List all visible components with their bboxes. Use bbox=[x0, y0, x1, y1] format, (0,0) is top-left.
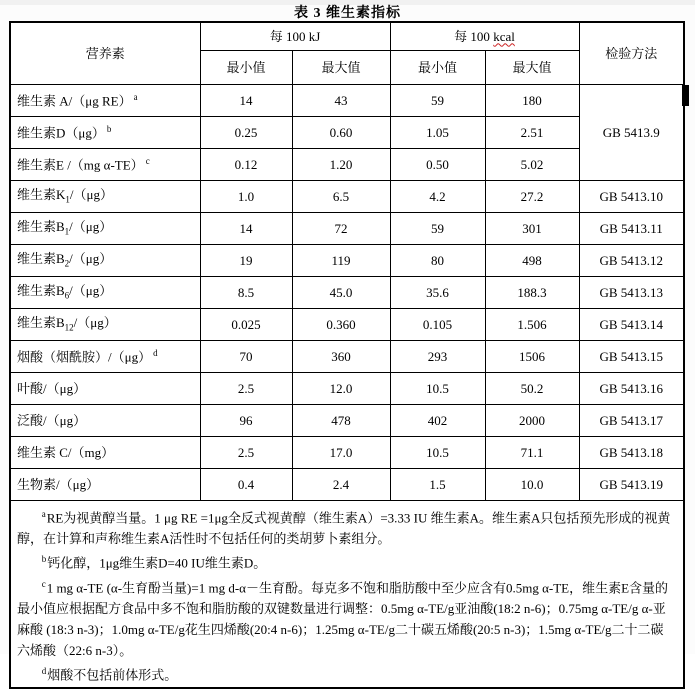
value-cell-kj-min: 19 bbox=[200, 245, 292, 277]
footnote-marker: a bbox=[133, 92, 138, 103]
nutrient-label-cell bbox=[10, 181, 200, 213]
footnote-marker: d bbox=[41, 665, 47, 676]
value-cell-kj-min: 1.0 bbox=[200, 181, 292, 213]
nutrient-name: 烟酸（烟酰胺）/（μg） bbox=[17, 349, 152, 365]
value-cell-kj-min: 2.5 bbox=[200, 437, 292, 469]
footnote-text: RE为视黄醇当量。1 μg RE =1μg全反式视黄醇（维生素A）=3.33 IU 维生素A。维生素A只包括预先形成的视黄醇，在计算和声称维生素A活性时不包括任何的类胡萝卜素组分。 bbox=[17, 510, 671, 547]
value-cell-kcal-min: 293 bbox=[390, 341, 485, 373]
nutrient-label-cell bbox=[10, 245, 200, 277]
method-cell: GB 5413.14 bbox=[579, 309, 684, 341]
nutrient-name-unit: /（μg） bbox=[73, 315, 117, 331]
table-row bbox=[10, 277, 684, 309]
header-kj-min: 最小值 bbox=[200, 51, 292, 85]
nutrient-subscript: 1 bbox=[64, 226, 70, 237]
value-cell-kcal-min: 35.6 bbox=[390, 277, 485, 309]
table-row bbox=[10, 437, 684, 469]
value-cell-kcal-max: 188.3 bbox=[485, 277, 579, 309]
value-cell-kcal-min: 10.5 bbox=[390, 373, 485, 405]
value-cell-kcal-max: 50.2 bbox=[485, 373, 579, 405]
footnotes-row bbox=[10, 501, 684, 689]
table-title: 表 3 维生素指标 bbox=[294, 6, 401, 21]
nutrient-label-cell bbox=[10, 277, 200, 309]
nutrient-label-cell bbox=[10, 213, 200, 245]
value-cell-kj-min: 0.12 bbox=[200, 149, 292, 181]
nutrient-name: 维生素B bbox=[17, 251, 65, 267]
value-cell-kj-max: 12.0 bbox=[292, 373, 390, 405]
value-cell-kcal-max: 2000 bbox=[485, 405, 579, 437]
nutrient-name: 泛酸/（μg） bbox=[17, 412, 87, 428]
footnote bbox=[17, 661, 675, 685]
nutrient-subscript: 1 bbox=[65, 194, 70, 205]
value-cell-kj-max: 43 bbox=[292, 85, 390, 117]
value-cell-kcal-min: 80 bbox=[390, 245, 485, 277]
nutrient-name-unit: /（μg） bbox=[69, 251, 113, 267]
method-cell: GB 5413.19 bbox=[579, 469, 684, 501]
nutrient-label-cell bbox=[10, 117, 200, 149]
value-cell-kj-min: 0.25 bbox=[200, 117, 292, 149]
footnote-marker: a bbox=[41, 509, 46, 519]
nutrient-label-cell bbox=[10, 373, 200, 405]
nutrient-label-cell bbox=[10, 149, 200, 181]
value-cell-kcal-min: 1.5 bbox=[390, 469, 485, 501]
footnote-text: 1 mg α-TE (α-生育酚当量)=1 mg d-α－生育酚。每克多不饱和脂肪酸中至少应含有0.5mg α-TE，维生素E含量的最小值应根据配方食品中多不饱和脂肪酸的双键数量进行调整：0.5mg α-TE/g亚油酸(18:2 n-6)；0.75mg α-TE/g α-亚麻酸 (18:3 n-3)；1.0mg α-TE/g花生四烯酸(20:4 n-6)；1.25mg α-TE/g二十碳五烯酸(20:5 n-3)；1.5mg α-TE/g二十二碳六烯酸（22:6 n-3）。 bbox=[17, 579, 669, 658]
nutrient-label-cell bbox=[10, 85, 200, 117]
method-cell: GB 5413.9 bbox=[579, 85, 684, 181]
header-per-100kcal bbox=[390, 22, 579, 51]
header-kj-max: 最大值 bbox=[292, 51, 390, 85]
nutrient-name: 维生素K bbox=[17, 187, 66, 203]
table-row bbox=[10, 181, 684, 213]
header-nutrient: 营养素 bbox=[10, 22, 200, 85]
nutrient-name: 维生素 A/（μg RE） bbox=[17, 93, 132, 109]
nutrient-label-cell bbox=[10, 437, 200, 469]
value-cell-kcal-max: 1506 bbox=[485, 341, 579, 373]
value-cell-kcal-max: 301 bbox=[485, 213, 579, 245]
footnote-marker: d bbox=[153, 348, 158, 359]
footnote-marker: b bbox=[41, 554, 47, 565]
value-cell-kj-max: 478 bbox=[292, 405, 390, 437]
value-cell-kj-min: 8.5 bbox=[200, 277, 292, 309]
header-kcal-max: 最大值 bbox=[485, 51, 579, 85]
nutrient-name: 维生素B bbox=[17, 315, 65, 331]
value-cell-kj-min: 0.025 bbox=[200, 309, 292, 341]
nutrient-label-cell bbox=[10, 309, 200, 341]
header-row-1 bbox=[10, 22, 684, 51]
footnote bbox=[17, 549, 675, 573]
value-cell-kcal-max: 2.51 bbox=[485, 117, 579, 149]
nutrient-subscript: 6 bbox=[64, 290, 70, 301]
value-cell-kj-max: 1.20 bbox=[292, 149, 390, 181]
method-cell: GB 5413.16 bbox=[579, 373, 684, 405]
value-cell-kj-max: 360 bbox=[292, 341, 390, 373]
value-cell-kcal-max: 1.506 bbox=[485, 309, 579, 341]
value-cell-kj-min: 96 bbox=[200, 405, 292, 437]
footnotes-cell bbox=[10, 501, 684, 689]
value-cell-kcal-min: 4.2 bbox=[390, 181, 485, 213]
value-cell-kcal-min: 59 bbox=[390, 85, 485, 117]
footnote-text: 钙化醇，1μg维生素D=40 IU维生素D。 bbox=[47, 555, 267, 571]
footnote-marker: c bbox=[41, 578, 46, 589]
value-cell-kcal-max: 5.02 bbox=[485, 149, 579, 181]
nutrient-name-unit: /（μg） bbox=[69, 219, 113, 235]
table-row bbox=[10, 469, 684, 501]
value-cell-kj-min: 2.5 bbox=[200, 373, 292, 405]
nutrient-name: 维生素B bbox=[17, 283, 65, 299]
kcal-spellcheck-underline: kcal bbox=[493, 28, 515, 44]
method-cell: GB 5413.10 bbox=[579, 181, 684, 213]
nutrient-name: 维生素 C/（mg） bbox=[17, 444, 115, 460]
value-cell-kj-max: 72 bbox=[292, 213, 390, 245]
nutrient-name: 维生素B bbox=[17, 219, 65, 235]
value-cell-kj-max: 0.60 bbox=[292, 117, 390, 149]
value-cell-kcal-max: 71.1 bbox=[485, 437, 579, 469]
per-100kcal-text: 每 100 bbox=[454, 28, 494, 44]
value-cell-kcal-min: 402 bbox=[390, 405, 485, 437]
table-row bbox=[10, 341, 684, 373]
nutrient-label-cell bbox=[10, 469, 200, 501]
value-cell-kj-max: 17.0 bbox=[292, 437, 390, 469]
nutrient-name-unit: /（μg） bbox=[69, 283, 113, 299]
header-per-100kj: 每 100 kJ bbox=[200, 22, 390, 51]
value-cell-kj-min: 14 bbox=[200, 85, 292, 117]
vitamin-table bbox=[9, 21, 685, 689]
table-row bbox=[10, 309, 684, 341]
value-cell-kj-max: 45.0 bbox=[292, 277, 390, 309]
value-cell-kcal-min: 59 bbox=[390, 213, 485, 245]
nutrient-name: 生物素/（μg） bbox=[17, 476, 100, 492]
method-cell: GB 5413.12 bbox=[579, 245, 684, 277]
header-method: 检验方法 bbox=[579, 22, 684, 85]
value-cell-kj-max: 119 bbox=[292, 245, 390, 277]
table-row bbox=[10, 85, 684, 117]
table-row bbox=[10, 373, 684, 405]
method-cell: GB 5413.13 bbox=[579, 277, 684, 309]
table-row bbox=[10, 405, 684, 437]
nutrient-name: 叶酸/（μg） bbox=[17, 380, 87, 396]
value-cell-kcal-min: 10.5 bbox=[390, 437, 485, 469]
footnote bbox=[17, 504, 675, 549]
table-row bbox=[10, 245, 684, 277]
table-row bbox=[10, 213, 684, 245]
nutrient-name-unit: /（μg） bbox=[69, 187, 113, 203]
value-cell-kj-max: 0.360 bbox=[292, 309, 390, 341]
value-cell-kj-max: 2.4 bbox=[292, 469, 390, 501]
method-cell: GB 5413.18 bbox=[579, 437, 684, 469]
value-cell-kj-min: 0.4 bbox=[200, 469, 292, 501]
value-cell-kcal-max: 180 bbox=[485, 85, 579, 117]
nutrient-subscript: 12 bbox=[64, 322, 74, 333]
footnote-marker: b bbox=[106, 124, 112, 135]
footnote-marker: c bbox=[145, 156, 150, 167]
value-cell-kcal-min: 1.05 bbox=[390, 117, 485, 149]
method-cell: GB 5413.11 bbox=[579, 213, 684, 245]
nutrient-subscript: 2 bbox=[64, 258, 70, 269]
nutrient-label-cell bbox=[10, 341, 200, 373]
value-cell-kcal-max: 27.2 bbox=[485, 181, 579, 213]
right-edge-marker bbox=[682, 85, 689, 106]
value-cell-kj-max: 6.5 bbox=[292, 181, 390, 213]
nutrient-name: 维生素E /（mg α-TE） bbox=[17, 157, 144, 173]
value-cell-kcal-min: 0.105 bbox=[390, 309, 485, 341]
method-cell: GB 5413.15 bbox=[579, 341, 684, 373]
method-cell: GB 5413.17 bbox=[579, 405, 684, 437]
footnote bbox=[17, 574, 675, 661]
value-cell-kj-min: 14 bbox=[200, 213, 292, 245]
footnote-text: 烟酸不包括前体形式。 bbox=[47, 667, 178, 683]
value-cell-kcal-max: 498 bbox=[485, 245, 579, 277]
nutrient-label-cell bbox=[10, 405, 200, 437]
value-cell-kj-min: 70 bbox=[200, 341, 292, 373]
header-kcal-min: 最小值 bbox=[390, 51, 485, 85]
value-cell-kcal-min: 0.50 bbox=[390, 149, 485, 181]
value-cell-kcal-max: 10.0 bbox=[485, 469, 579, 501]
nutrient-name: 维生素D（μg） bbox=[17, 125, 105, 141]
